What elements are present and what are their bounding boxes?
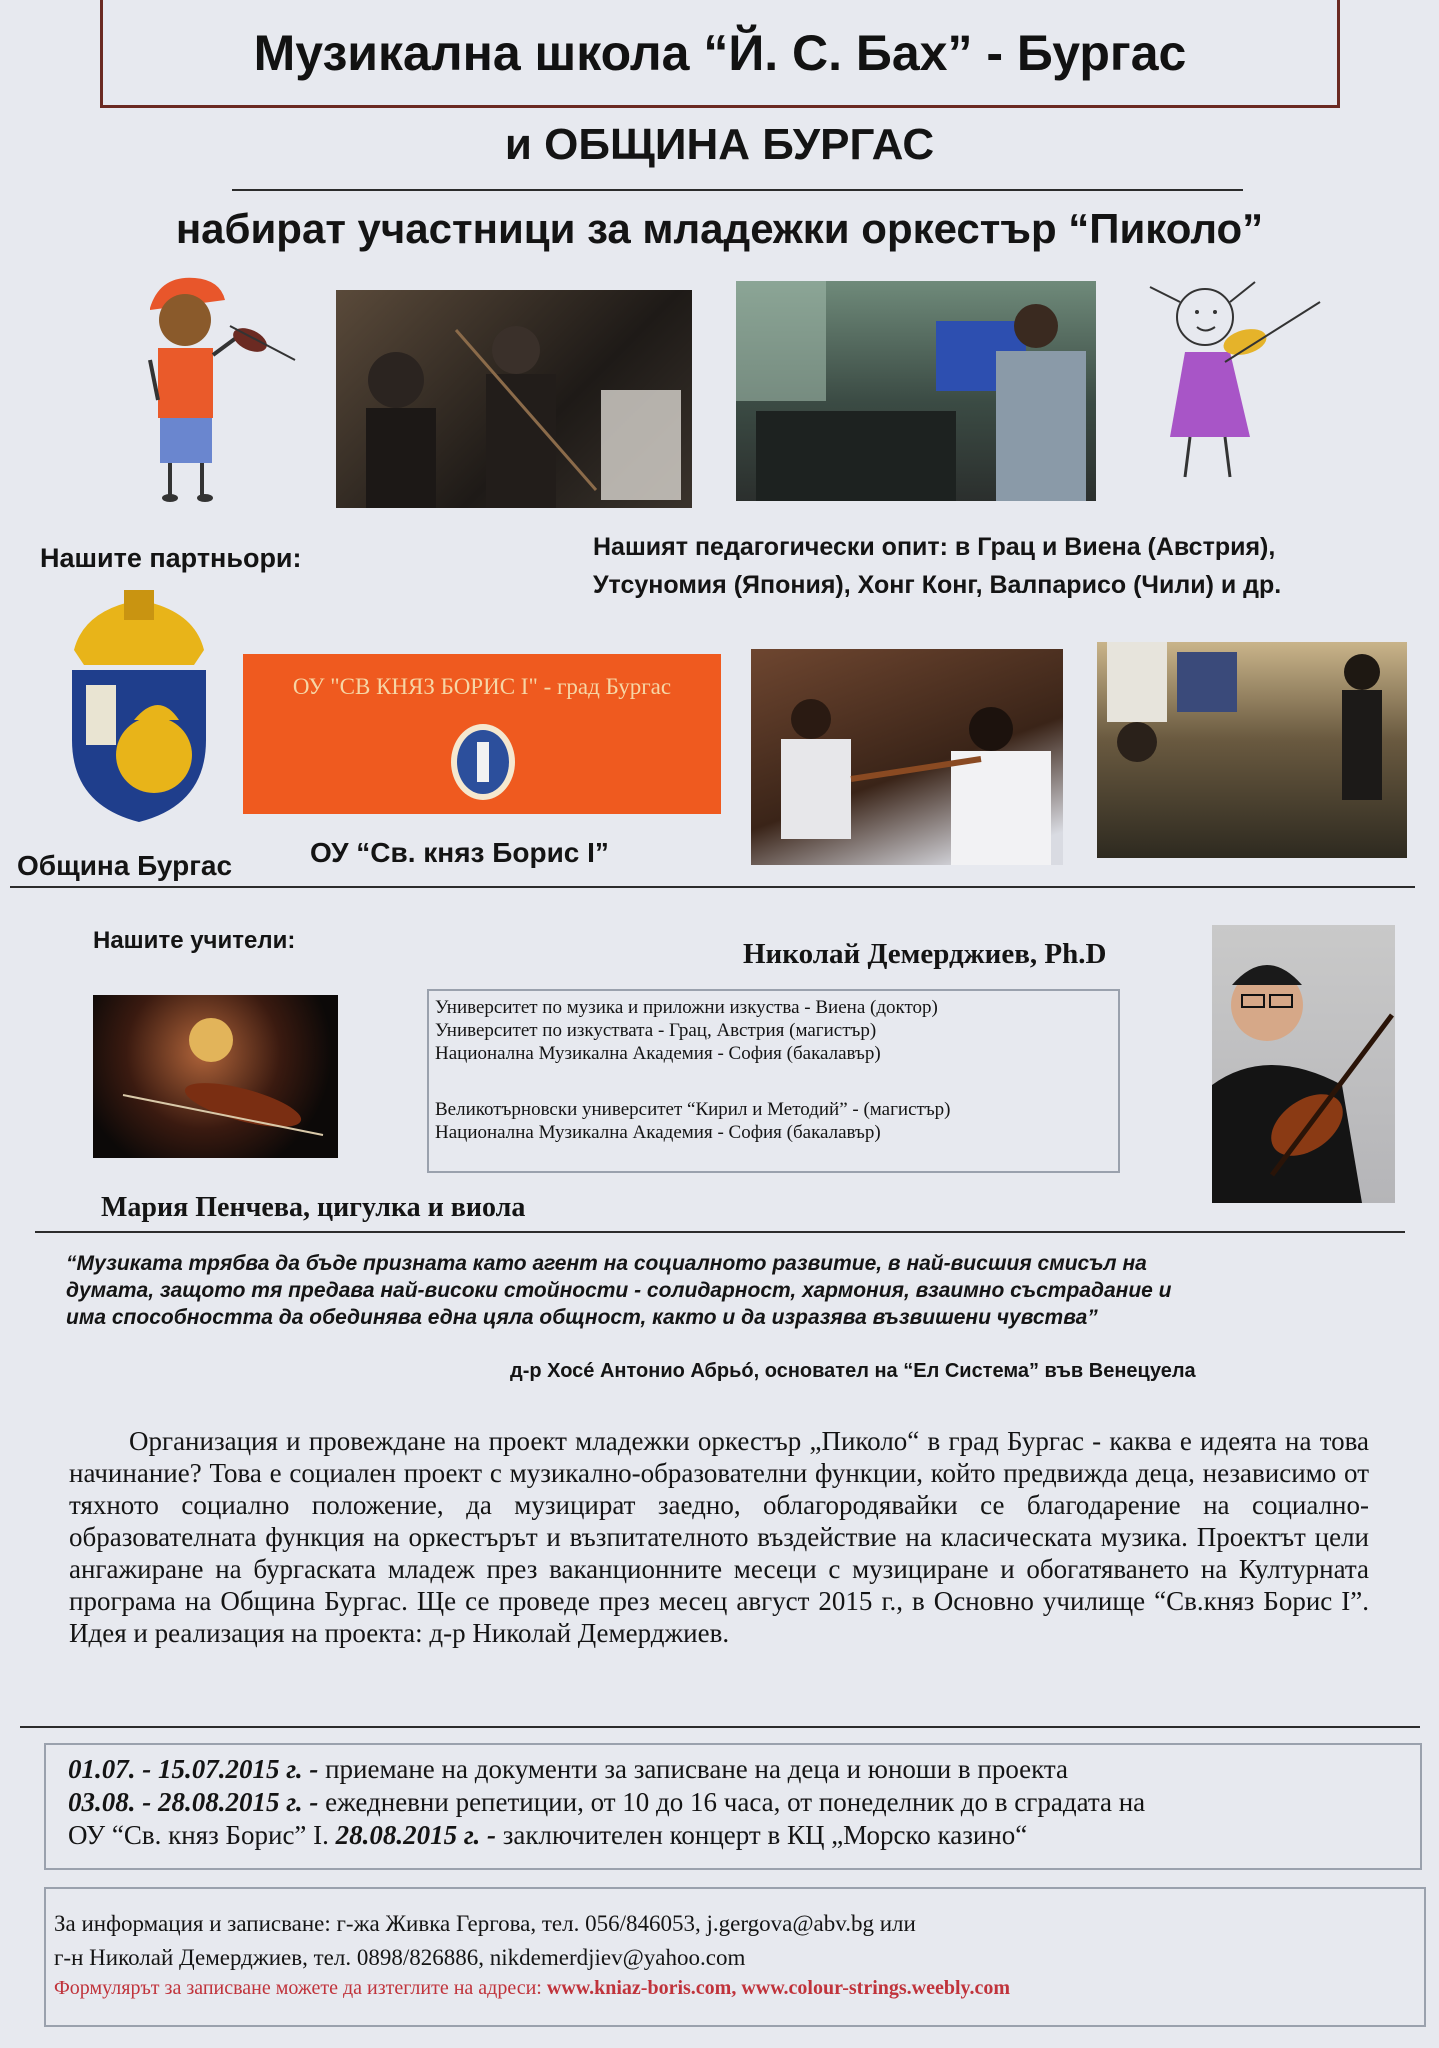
education-line: Университет по изкуствата - Грац, Австрия (магистър) [435,1020,877,1041]
schedule-date: 03.08. - 28.08.2015 г. - [68,1787,319,1817]
education-line: Университет по музика и приложни изкуства - Виена (доктор) [435,997,938,1018]
divider [20,1726,1420,1728]
classroom-violin-photo [1097,642,1407,858]
experience-text [593,528,1281,604]
schedule-line [68,1786,1420,1819]
schedule-text: ежедневни репетиции, от 10 до 16 часа, от понеделник до в сградата на [318,1787,1146,1817]
quote-line: “Музиката трябва да бъде призната като агент на социалното развитие, в най-висшия смисъл на [66,1252,1147,1275]
forms-label: Формулярът за записване можете да изтеглите на адреси: [54,1977,547,1999]
teachers-heading: Нашите учители: [93,927,296,954]
divider [10,886,1415,888]
schedule-line [68,1819,1420,1852]
coat-caption: Община Бургас [17,850,233,881]
schedule-line [68,1753,1420,1786]
experience-line: Нашият педагогически опит: в Грац и Виена (Австрия), [593,533,1276,561]
conductor-rehearsal-photo [736,281,1096,501]
school-emblem-icon [448,722,518,802]
contact-line: За информация и записване: г-жа Живка Гергова, тел. 056/846053, j.gergova@abv.bg или [54,1911,916,1936]
divider [232,189,1243,191]
schedule-box [44,1743,1422,1870]
page-title-box [100,0,1340,108]
forms-line [54,1975,1424,2001]
education-line: Национална Музикална Академия - София (бакалавър) [435,1122,881,1143]
contact-box [44,1887,1426,2027]
orchestra-rehearsal-photo [336,290,692,508]
experience-line: Утсуномия (Япония), Хонг Конг, Валпарисо (Чили) и др. [593,571,1282,599]
teacher-maria-name: Мария Пенчева, цигулка и виола [101,1192,526,1223]
partners-heading: Нашите партньори: [40,543,302,573]
quote-author: д-р Хосé Антонио Абрьó, основател на “Ел Система” във Венецуела [510,1360,1196,1382]
education-box [427,989,1120,1173]
education-line: Национална Музикална Академия - София (бакалавър) [435,1043,881,1064]
schedule-date: 01.07. - 15.07.2015 г. - [68,1754,319,1784]
project-description: Организация и провеждане на проект младежки оркестър „Пиколо“ в град Бургас - каква е идеята на това начинание? Това е социален проект с музикално-образователни функции, който предвижда деца, независимо от тяхното социално положение, да музицират заедно, облагородявайки се благодарение на социално-образователната функция на оркестърът и възпитателното въздействие на класическата музика. Проектът цели ангажиране на бургаската младеж през ваканционните месеци с музициране и обогатяването на Културната програма на Община Бургас. Ще се проведе през месец август 2015 г., в Основно училище “Св.княз Борис I”. Идея и реализация на проекта: д-р Николай Демерджиев. [69,1426,1369,1648]
forms-links[interactable]: www.kniaz-boris.com, www.colour-strings.weebly.com [546,1977,1010,1999]
divider [35,1231,1405,1233]
schedule-text: приемане на документи за записване на деца и юноши в проекта [318,1754,1069,1784]
schedule-text: ОУ “Св. княз Борис” I. [68,1820,336,1850]
schedule-date: 28.08.2015 г. - [335,1820,497,1850]
subtitle-municipality: и ОБЩИНА БУРГАС [504,120,935,169]
burgas-coat-of-arms-icon [64,590,214,826]
cartoon-boy-violinist-icon [130,270,300,505]
nikolai-demerdjiev-photo [1212,925,1395,1203]
quote-line: думата, защото тя предава най-високи стойности - солидарност, хармония, взаимно състрадание и [66,1279,1172,1302]
quote-line: има способността да обединява една цяла общност, както и да изразява възвишени чувства” [66,1306,1098,1329]
education-line: Великотърновски университет “Кирил и Методий” - (магистър) [435,1099,951,1120]
teacher-nikolai-name: Николай Демерджиев, Ph.D [743,938,1107,970]
abreu-quote [66,1250,1396,1331]
school-banner-text: ОУ "СВ КНЯЗ БОРИС I" - град Бургас [292,674,672,699]
school-caption: ОУ “Св. княз Борис I” [310,837,609,868]
school-banner [243,654,721,814]
page-title: Музикална школа “Й. С. Бах” - Бургас [253,24,1187,81]
children-violin-photo [751,649,1063,865]
contact-line: г-н Николай Демерджиев, тел. 0898/826886, nikdemerdjiev@yahoo.com [54,1945,746,1970]
cartoon-girl-violinist-icon [1135,272,1335,492]
nikolai-education [435,996,1118,1065]
schedule-text: заключителен концерт в КЦ „Морско казино“ [496,1820,1028,1850]
maria-education [435,1098,1118,1144]
subtitle-recruiting: набират участници за младежки оркестър “Пиколо” [175,205,1264,252]
maria-pencheva-photo [93,995,338,1158]
